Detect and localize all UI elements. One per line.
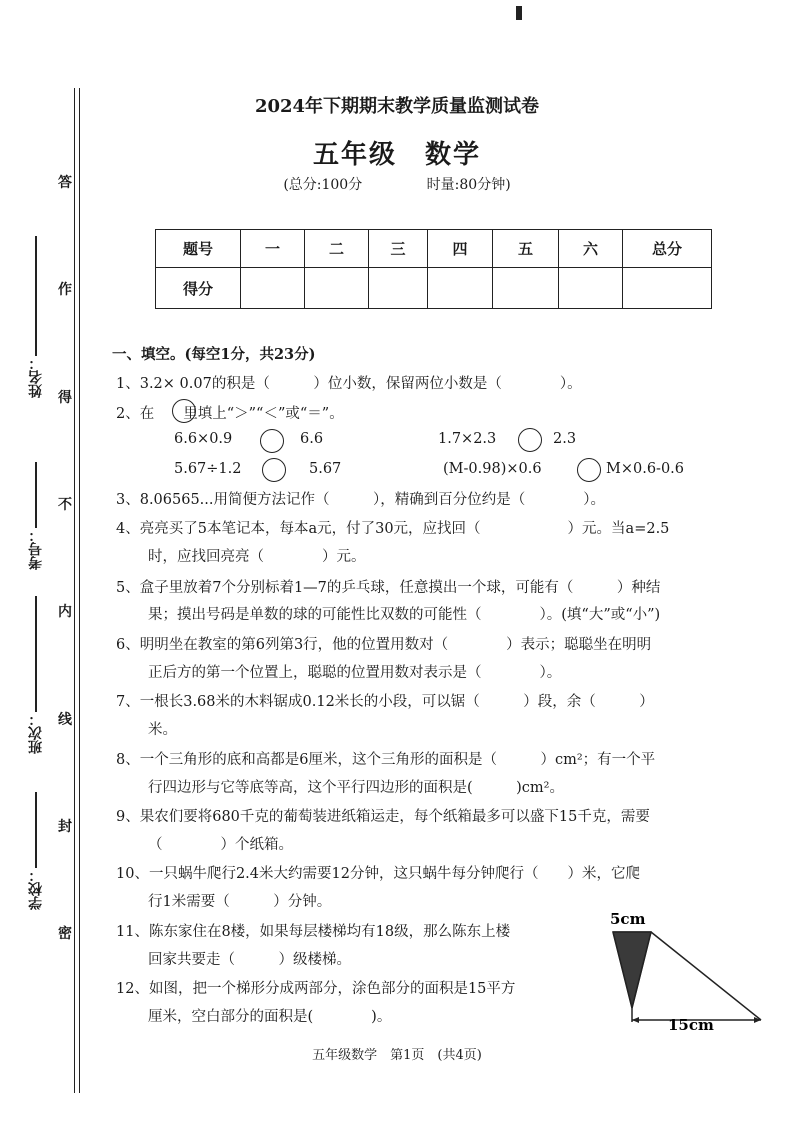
- field-underline: [35, 462, 37, 528]
- question-line: 7、一根长3.68米的木料锯成0.12米长的小段，可以锯（ ）段，余（ ）: [116, 694, 654, 710]
- name-label: 姓名：: [28, 356, 44, 398]
- compare-circle-icon[interactable]: [577, 458, 601, 482]
- field-underline: [35, 792, 37, 868]
- question-line: 果；摸出号码是单数的球的可能性比双数的可能性（ ）。(填“大”或“小”): [148, 607, 661, 623]
- score-table-header: 题号: [156, 230, 241, 268]
- seal-char: 内: [58, 604, 72, 620]
- exam-number-label: 考号：: [28, 528, 44, 570]
- question-line: 正后方的第一个位置上，聪聪的位置用数对表示是（ ）。: [148, 665, 562, 681]
- score-table-header: 五: [493, 230, 559, 268]
- compare-expr: 6.6: [300, 431, 324, 447]
- question-line: 1、3.2× 0.07的积是（ ）位小数，保留两位小数是（ ）。: [116, 376, 582, 392]
- score-cell[interactable]: [559, 268, 623, 309]
- shaded-triangle: [613, 932, 651, 1008]
- field-underline: [35, 596, 37, 712]
- binding-line: [74, 88, 75, 1093]
- question-line: 6、明明坐在教室的第6列第3行，他的位置用数对（ ）表示；聪聪坐在明明: [116, 637, 652, 653]
- score-cell[interactable]: [241, 268, 305, 309]
- name-field[interactable]: [26, 232, 46, 398]
- question-line: 4、亮亮买了5本笔记本，每本a元，付了30元，应找回（ ）元。当a=2.5: [116, 521, 670, 537]
- seal-char: 作: [58, 282, 72, 298]
- score-table-header: 六: [559, 230, 623, 268]
- question-line: 行四边形与它等底等高，这个平行四边形的面积是( )cm²。: [148, 780, 564, 796]
- score-row-label: 得分: [156, 268, 241, 309]
- trapezoid-figure: [604, 908, 766, 1038]
- compare-expr: 5.67: [309, 461, 342, 477]
- question-line: 米。: [148, 722, 177, 738]
- question-line: 8、一个三角形的底和高都是6厘米，这个三角形的面积是（ ）cm²；有一个平: [116, 752, 656, 768]
- score-table-header: 四: [428, 230, 493, 268]
- score-cell[interactable]: [623, 268, 712, 309]
- score-table-header: 二: [305, 230, 369, 268]
- question-line: 回家共要走（ ）级楼梯。: [148, 952, 351, 968]
- question-line: 时，应找回亮亮（ ）元。: [148, 549, 366, 565]
- field-underline: [35, 236, 37, 356]
- compare-expr: M×0.6-0.6: [606, 461, 685, 477]
- compare-circle-icon[interactable]: [262, 458, 286, 482]
- section-heading: 一、填空。(每空1分，共23分): [112, 346, 316, 363]
- exam-info: [0, 174, 794, 194]
- question-line: 10、一只蜗牛爬行2.4米大约需要12分钟，这只蜗牛每分钟爬行（ ）米，它爬: [116, 866, 640, 882]
- seal-char: 得: [58, 390, 72, 406]
- question-line: 行1米需要（ ）分钟。: [148, 894, 332, 910]
- total-score-text: (总分:100分: [283, 177, 363, 193]
- class-field[interactable]: [26, 592, 46, 754]
- scan-mark: [516, 6, 522, 20]
- compare-circle-icon[interactable]: [260, 429, 284, 453]
- score-table-row: [156, 268, 712, 309]
- score-table-header: 三: [369, 230, 428, 268]
- exam-subtitle: 五年级 数学: [312, 140, 481, 170]
- question-line: 3、8.06565...用简便方法记作（ ），精确到百分位约是（ ）。: [116, 492, 606, 508]
- seal-char: 线: [58, 712, 72, 728]
- compare-expr: 5.67÷1.2: [174, 461, 242, 477]
- score-cell[interactable]: [428, 268, 493, 309]
- score-cell[interactable]: [369, 268, 428, 309]
- question-line: （ ）个纸箱。: [148, 837, 293, 853]
- seal-char: 封: [58, 819, 72, 835]
- score-cell[interactable]: [305, 268, 369, 309]
- score-table-header-row: [156, 230, 712, 268]
- question-line: 9、果农们要将680千克的葡萄装进纸箱运走，每个纸箱最多可以盛下15千克，需要: [116, 809, 650, 825]
- question-line: 11、陈东家住在8楼，如果每层楼梯均有18级，那么陈东上楼: [116, 924, 511, 940]
- school-field[interactable]: [26, 788, 46, 910]
- score-table-header: 一: [241, 230, 305, 268]
- seal-char: 密: [58, 926, 72, 942]
- compare-circle-icon: [172, 399, 196, 423]
- compare-expr: 1.7×2.3: [438, 431, 497, 447]
- score-table: [155, 229, 712, 309]
- figure-bottom-label: 15cm: [668, 1016, 714, 1034]
- binding-line: [79, 88, 80, 1093]
- question-line: 2、在 里填上“＞”“＜”或“＝”。: [116, 406, 344, 422]
- time-limit-text: 时量:80分钟): [426, 177, 511, 193]
- page-footer: 五年级数学 第1页 (共4页): [312, 1048, 482, 1063]
- score-cell[interactable]: [493, 268, 559, 309]
- compare-circle-icon[interactable]: [518, 428, 542, 452]
- exam-number-field[interactable]: [26, 458, 46, 570]
- compare-expr: 6.6×0.9: [174, 431, 233, 447]
- school-label: 学校：: [28, 868, 44, 910]
- question-line: 5、盒子里放着7个分别标着1—7的乒乓球，任意摸出一个球，可能有（ ）种结: [116, 580, 661, 596]
- seal-char: 答: [58, 175, 72, 191]
- question-line: 12、如图，把一个梯形分成两部分，涂色部分的面积是15平方: [116, 981, 516, 997]
- exam-title: 2024年下期期末教学质量监测试卷: [254, 96, 540, 117]
- compare-expr: 2.3: [553, 431, 577, 447]
- seal-char: 不: [58, 497, 72, 513]
- figure-top-label: 5cm: [610, 910, 646, 928]
- score-table-header: 总分: [623, 230, 712, 268]
- class-label: 班次：: [28, 712, 44, 754]
- question-line: 厘米，空白部分的面积是( )。: [148, 1009, 392, 1025]
- compare-expr: (M-0.98)×0.6: [443, 461, 542, 477]
